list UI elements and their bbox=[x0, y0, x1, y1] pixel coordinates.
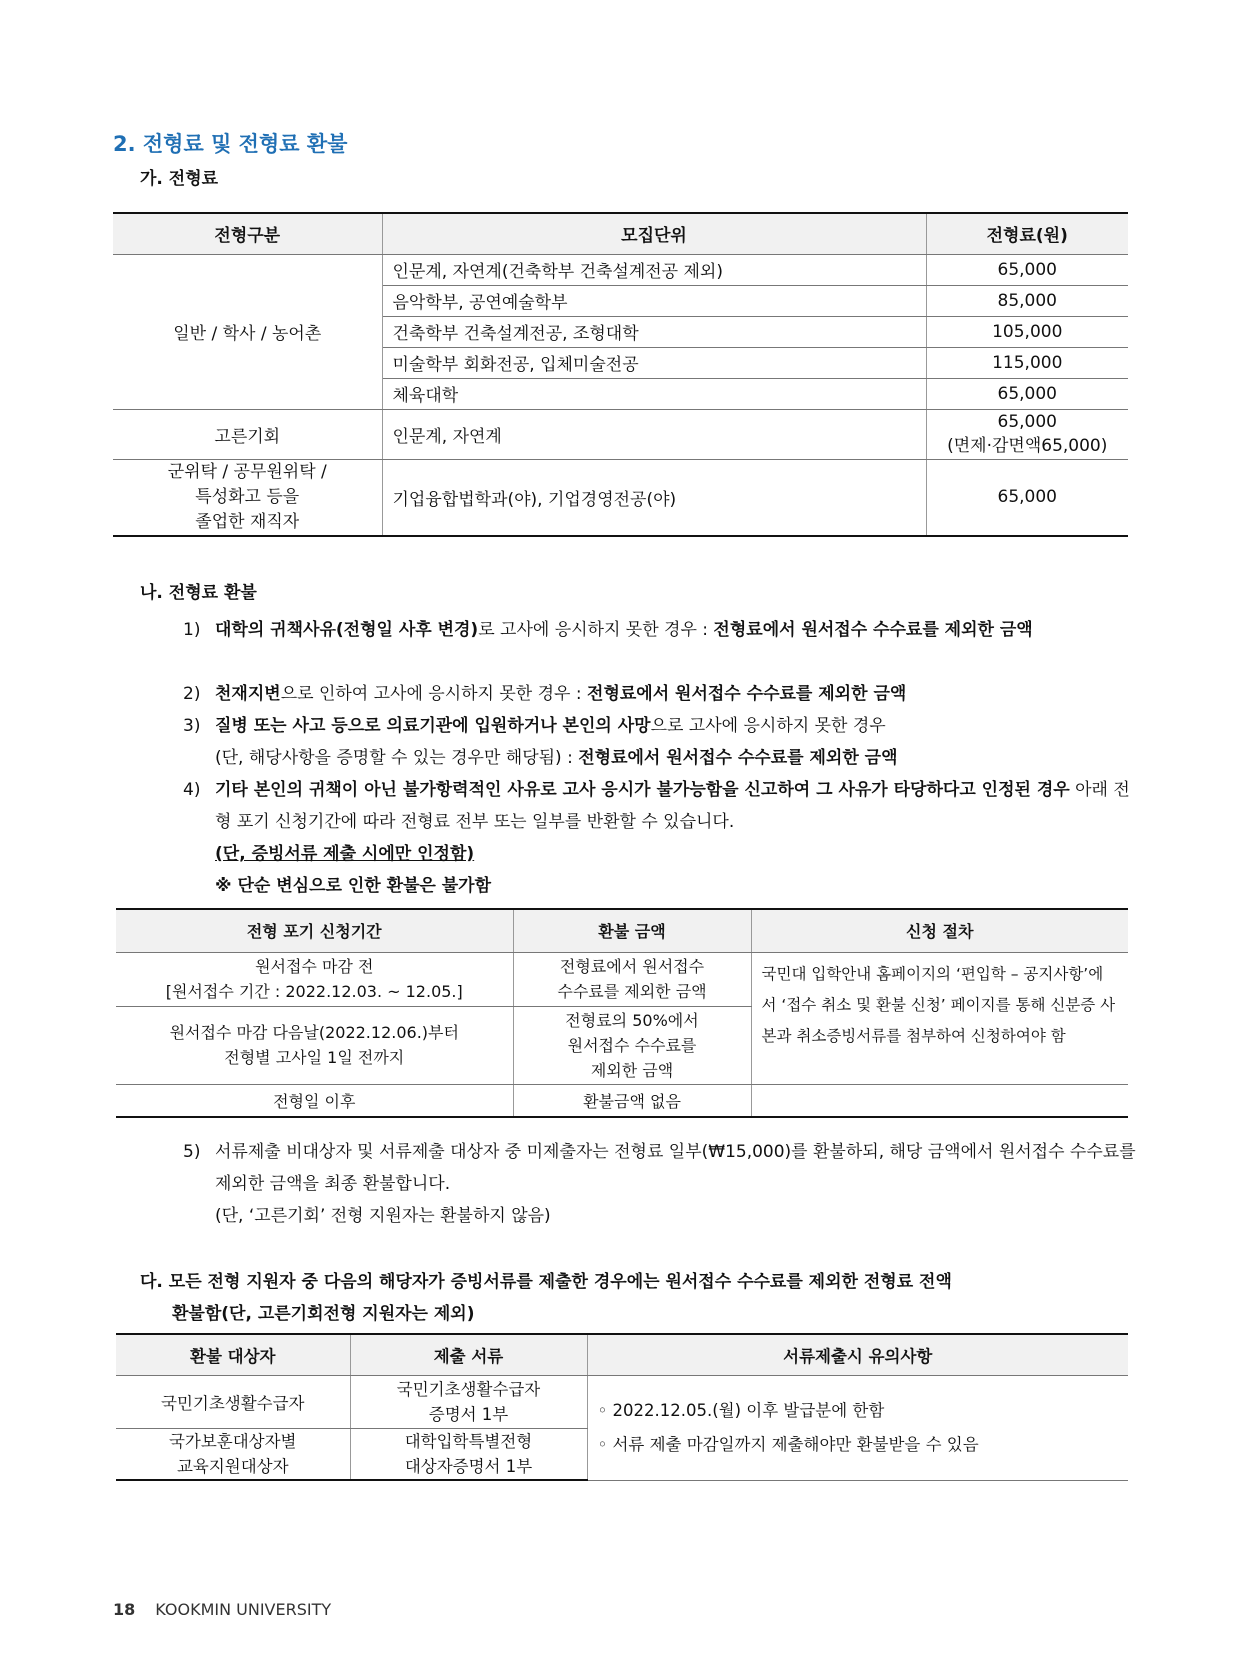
fee-exemption: (면제·감면액65,000) bbox=[947, 436, 1108, 456]
refund-amount-line: 전형료의 50%에서 bbox=[565, 1010, 699, 1030]
page-footer bbox=[113, 1600, 331, 1619]
refund-item-4 bbox=[183, 774, 1143, 902]
fee-group-line: 졸업한 재직자 bbox=[195, 511, 300, 532]
refund-period-line: 전형별 고사일 1일 전까지 bbox=[224, 1048, 405, 1067]
fee-group-general: 일반 / 학사 / 농어촌 bbox=[113, 254, 382, 409]
item-text: 로 고사에 응시하지 못한 경우 : bbox=[478, 620, 714, 640]
subsection-c-line: 다. 모든 전형 지원자 중 다음의 해당자가 증빙서류를 제출한 경우에는 원서접수 수수료를 제외한 전형료 전액 bbox=[140, 1272, 952, 1292]
item-text: 으로 고사에 응시하지 못한 경우 bbox=[650, 716, 886, 736]
doc-header-document: 제출 서류 bbox=[350, 1334, 587, 1375]
fee-amount: 65,000 bbox=[926, 378, 1128, 409]
item-bold: 천재지변 bbox=[215, 684, 281, 704]
fee-group-line: 특성화고 등을 bbox=[195, 486, 300, 507]
subsection-b-title: 나. 전형료 환불 bbox=[140, 583, 257, 603]
doc-document bbox=[350, 1428, 587, 1480]
refund-header-procedure: 신청 절차 bbox=[751, 909, 1128, 952]
fee-amount: 105,000 bbox=[926, 316, 1128, 347]
refund-period: 전형일 이후 bbox=[116, 1084, 513, 1117]
doc-document-line: 대학입학특별전형 bbox=[404, 1431, 533, 1451]
subsection-c-line: 환불함(단, 고른기회전형 지원자는 제외) bbox=[172, 1304, 475, 1324]
fee-unit: 기업융합법학과(야), 기업경영전공(야) bbox=[382, 459, 926, 536]
item-number: 5) bbox=[183, 1142, 201, 1162]
refund-amount-line: 제외한 금액 bbox=[590, 1060, 674, 1080]
item-bold: 기타 본인의 귀책이 아닌 불가항력적인 사유로 고사 응시가 불가능함을 신고하여 그 사유가 타당하다고 인정된 경우 bbox=[215, 780, 1070, 800]
fee-unit: 인문계, 자연계(건축학부 건축설계전공 제외) bbox=[382, 254, 926, 285]
refund-amount: 환불금액 없음 bbox=[513, 1084, 751, 1117]
doc-target: 국민기초생활수급자 bbox=[116, 1375, 350, 1428]
fee-amount: 65,000 bbox=[926, 254, 1128, 285]
item-bold: 질병 또는 사고 등으로 의료기관에 입원하거나 본인의 사망 bbox=[215, 716, 651, 736]
subsection-a-title: 가. 전형료 bbox=[140, 169, 219, 189]
refund-amount-line: 수수료를 제외한 금액 bbox=[557, 982, 707, 1001]
refund-item-3 bbox=[183, 710, 1143, 774]
item-number: 2) bbox=[183, 684, 201, 704]
refund-item-2 bbox=[183, 678, 1143, 710]
doc-document bbox=[350, 1375, 587, 1428]
item-note: ※ 단순 변심으로 인한 환불은 불가함 bbox=[215, 876, 492, 896]
refund-period bbox=[116, 952, 513, 1006]
refund-amount-line: 전형료에서 원서접수 bbox=[559, 957, 705, 976]
doc-note: ◦ 2022.12.05.(월) 이후 발급분에 한함 bbox=[597, 1400, 885, 1420]
item-number: 3) bbox=[183, 716, 201, 736]
refund-header-period: 전형 포기 신청기간 bbox=[116, 909, 513, 952]
doc-document-line: 증명서 1부 bbox=[428, 1404, 509, 1424]
fee-header-fee: 전형료(원) bbox=[926, 213, 1128, 254]
page-number: 18 bbox=[113, 1600, 136, 1619]
item-bold: 전형료에서 원서접수 수수료를 제외한 금액 bbox=[578, 748, 898, 768]
refund-amount bbox=[513, 952, 751, 1006]
fee-amount: 85,000 bbox=[926, 285, 1128, 316]
fee-amount: 115,000 bbox=[926, 347, 1128, 378]
doc-header-target: 환불 대상자 bbox=[116, 1334, 350, 1375]
fee-group-line: 군위탁 / 공무원위탁 / bbox=[167, 461, 327, 482]
doc-header-notes: 서류제출시 유의사항 bbox=[587, 1334, 1128, 1375]
item-text: (단, ‘고른기회’ 전형 지원자는 환불하지 않음) bbox=[215, 1206, 551, 1226]
document-table bbox=[116, 1333, 1128, 1481]
refund-table bbox=[116, 908, 1128, 1118]
refund-amount-line: 원서접수 수수료를 bbox=[567, 1035, 697, 1055]
refund-period-line: [원서접수 기간 : 2022.12.03. ~ 12.05.] bbox=[165, 982, 463, 1001]
refund-header-amount: 환불 금액 bbox=[513, 909, 751, 952]
refund-item-5 bbox=[183, 1136, 1143, 1232]
refund-period-line: 원서접수 마감 전 bbox=[255, 957, 374, 976]
footer-university-name: KOOKMIN UNIVERSITY bbox=[155, 1600, 332, 1619]
fee-unit: 미술학부 회화전공, 입체미술전공 bbox=[382, 347, 926, 378]
subsection-c-title bbox=[140, 1266, 1140, 1330]
refund-item-1 bbox=[183, 614, 1143, 646]
doc-notes bbox=[587, 1375, 1128, 1480]
item-bold: 전형료에서 원서접수 수수료를 제외한 금액 bbox=[713, 620, 1033, 640]
item-text: (단, 해당사항을 증명할 수 있는 경우만 해당됨) : bbox=[215, 748, 579, 768]
fee-group-equal-opportunity: 고른기회 bbox=[113, 409, 382, 459]
fee-unit: 인문계, 자연계 bbox=[382, 409, 926, 459]
item-text: 으로 인하여 고사에 응시하지 못한 경우 : bbox=[280, 684, 588, 704]
refund-amount bbox=[513, 1006, 751, 1084]
section-title: 2. 전형료 및 전형료 환불 bbox=[113, 132, 348, 156]
item-underline: (단, 증빙서류 제출 시에만 인정함) bbox=[215, 844, 475, 864]
doc-target bbox=[116, 1428, 350, 1480]
fee-unit: 체육대학 bbox=[382, 378, 926, 409]
item-number: 4) bbox=[183, 780, 201, 800]
refund-procedure: 국민대 입학안내 홈페이지의 ‘편입학 – 공지사항’에서 ‘접수 취소 및 환불 신청’ 페이지를 통해 신분증 사본과 취소증빙서류를 첨부하여 신청하여야 함 bbox=[751, 952, 1128, 1084]
refund-procedure-empty bbox=[751, 1084, 1128, 1117]
fee-unit: 음악학부, 공연예술학부 bbox=[382, 285, 926, 316]
fee-amount-value: 65,000 bbox=[997, 412, 1057, 432]
fee-header-type: 전형구분 bbox=[113, 213, 382, 254]
fee-table bbox=[113, 212, 1128, 537]
refund-period bbox=[116, 1006, 513, 1084]
doc-note: ◦ 서류 제출 마감일까지 제출해야만 환불받을 수 있음 bbox=[597, 1434, 979, 1454]
item-number: 1) bbox=[183, 620, 201, 640]
item-text: 아래 전형 포기 신청기간에 따라 전형료 전부 또는 일부를 반환할 수 있습니다. bbox=[215, 780, 1130, 832]
fee-group-commissioned bbox=[113, 459, 382, 536]
fee-amount: 65,000 bbox=[926, 459, 1128, 536]
fee-amount bbox=[926, 409, 1128, 459]
doc-document-line: 대상자증명서 1부 bbox=[404, 1456, 533, 1476]
fee-unit: 건축학부 건축설계전공, 조형대학 bbox=[382, 316, 926, 347]
refund-period-line: 원서접수 마감 다음날(2022.12.06.)부터 bbox=[169, 1023, 459, 1042]
fee-header-unit: 모집단위 bbox=[382, 213, 926, 254]
doc-target-line: 국가보훈대상자별 bbox=[168, 1431, 297, 1451]
item-bold: 대학의 귀책사유(전형일 사후 변경) bbox=[215, 620, 479, 640]
doc-document-line: 국민기초생활수급자 bbox=[396, 1379, 541, 1399]
item-text: 서류제출 비대상자 및 서류제출 대상자 중 미제출자는 전형료 일부(₩15,000)를 환불하되, 해당 금액에서 원서접수 수수료를 제외한 금액을 최종 환불합니다. bbox=[215, 1142, 1136, 1194]
item-bold: 전형료에서 원서접수 수수료를 제외한 금액 bbox=[587, 684, 907, 704]
doc-target-line: 교육지원대상자 bbox=[176, 1456, 289, 1476]
